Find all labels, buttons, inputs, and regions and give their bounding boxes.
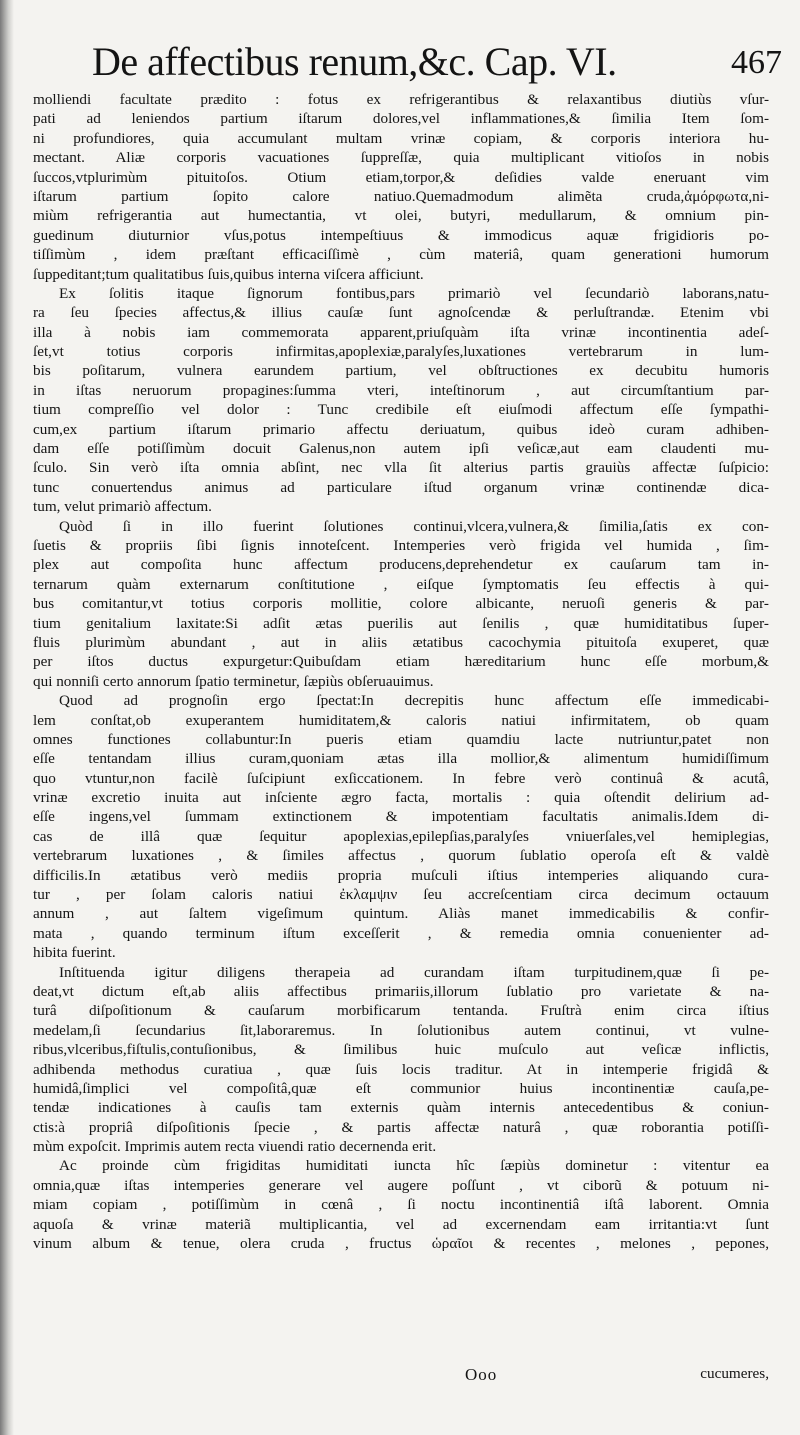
text-line: ni profundiores, quia accumulant multam vrinæ copiam, & corporis interiora hu- [33,129,769,147]
signature-mark: Ooo [465,1365,498,1384]
text-line: vrinæ excretio inuita aut inſciente ægro facta, mortalis : quia oſtendit delirium ad- [33,789,769,807]
text-line: Quod ad prognoſin ergo ſpectat:In decrepitis hunc affectum eſſe immedicabi- [59,692,769,710]
text-line: cas de illâ quæ ſequitur apoplexias,epilepſias,paralyſes vniuerſales,vel hemiplegias, [33,827,769,845]
text-line: tur , per ſolam caloris natiui ἐκλαμψιν ſeu accreſcentiam circa decimum octauum [33,886,769,904]
text-line: mectant. Aliæ corporis vacuationes ſuppreſſæ, quia multiplicant vitioſos in nobis [33,149,769,167]
text-line: ſet,vt totius corporis infirmitas,apoplexiæ,paralyſes,luxationes vertebrarum in lum- [33,343,769,361]
text-line: lem conſtat,ob exuperantem humiditatem,& caloris natiui infirmitatem, ob quam [33,711,769,729]
text-line: tendæ indicationes à cauſis tam externis quàm internis antecedentibus & coniun- [33,1099,769,1117]
text-line: pati ad leniendos partium iſtarum dolores,vel inflammationes,& ſimilia Item ſom- [33,110,769,128]
text-line: medelam,ſi ſecundarius ſit,laboraremus. In ſolutionibus autem continui, vt vulne- [33,1021,769,1039]
text-line: ra ſeu ſpecies affectus,& illius cauſæ ſunt agnoſcendæ & perluſtrandæ. Etenim vbi [33,304,769,322]
text-line: per iſtos ductus expurgetur:Quibuſdam etiam hæreditarium hunc eſſe morbum,& [33,653,769,671]
text-line: fluis plurimùm abundant , aut in aliis ætatibus cacochymia pituitoſa exuperet, quæ [33,633,769,651]
binding-gutter-shadow [0,0,14,1435]
running-header [92,38,782,88]
text-line: miam copiam , potiſſimùm in cœnâ , ſi noctu incontinentiâ iſtâ laborent. Omnia [33,1196,769,1214]
text-line: guedinum diuturnior vſus,potus intempeſtiuus & immodicus aquæ frigidioris po- [33,226,769,244]
text-line: ſuppeditant;tum qualitatibus ſuis,quibus interna viſcera afficiunt. [33,265,424,283]
text-line: difficilis.In ætatibus verò mediis propria muſculi iſtius intemperies aliquando cura- [33,866,769,884]
text-line: deat,vt dictum eſt,ab aliis affectibus primariis,illorum ſublatio pro varietate & na- [33,982,769,1000]
text-line: in iſtas neruorum propagines:ſumma vteri, inteſtinorum , aut circumſtantium par- [33,381,769,399]
text-line: qui nonniſi certo annorum ſpatio terminetur, ſæpiùs obſeruauimus. [33,672,434,690]
text-line: bis poſitarum, vulnera earundem partium, vel obſtructiones ex decubitu humoris [33,362,769,380]
text-line: tum, velut primariò affectum. [33,498,212,516]
text-line: ſculo. Sin verò iſta omnia abſint, nec vlla ſit alterius partis grauiùs affectæ ſuſpicio: [33,459,769,477]
text-line: Inſtituenda igitur diligens therapeia ad curandam iſtam turpitudinem,quæ ſi pe- [59,963,769,981]
paragraph [33,963,769,1157]
text-line: ſuetis & propriis ſibi ſignis innoteſcent. Intemperies verò frigida vel humida , ſim- [33,536,769,554]
text-line: adhibenda methodus curatiua , quæ ſuis locis traditur. At in intemperie frigidâ & [33,1060,769,1078]
paragraph [33,90,769,284]
paragraph [33,691,769,962]
paragraph [33,1156,769,1253]
text-line: omnia,quæ iſtas intemperies generare vel augere poſſunt , vt ciborũ & potuum ni- [33,1176,769,1194]
text-line: annum , aut ſaltem vigeſimum quintum. Aliàs manet immedicabilis & confir- [33,905,769,923]
page-footer [33,1365,769,1387]
text-line: Ac proinde cùm frigiditas humiditati iuncta hîc ſæpiùs dominetur : vitentur ea [59,1157,769,1175]
text-line: turâ diſpoſitionum & cauſarum morbificarum tentanda. Fruſtrà enim circa iſtius [33,1002,769,1020]
text-line: eſſe ingens,vel ſummam extinctionem & impotentiam facultatis animalis.Idem di- [33,808,769,826]
text-line: Ex ſolitis itaque ſignorum fontibus,pars primariò vel ſecundariò laborans,natu- [59,284,769,302]
text-line: plex aut compoſita hunc affectum producens,deprehendetur ex cauſarum tam in- [33,556,769,574]
text-line: iſtarum partium ſopito calore natiuo.Quemadmodum alimẽta cruda,ἀμόρφωτα,ni- [33,187,769,205]
text-line: mùm expoſcit. Imprimis autem recta viuendi ratio decernenda erit. [33,1138,437,1156]
text-line: ternarum quàm externarum conſtitutione , eiſque ſymptomatis ſeu effectis à qui- [33,575,769,593]
text-line: hibita fuerint. [33,944,116,962]
text-line: cum,ex partium iſtarum primario affectu deriuatum, quibus ideò curam adhiben- [33,420,769,438]
catchword: cucumeres, [700,1365,769,1382]
text-line: ribus,vlceribus,fiſtulis,contuſionibus, & ſimilibus huic muſculo aut veſicæ inflictis, [33,1041,769,1059]
text-line: mata , quando terminum iſtum exceſſerit , & remedia omnia conuenienter ad- [33,924,769,942]
text-line: humidâ,ſimplici vel compoſitâ,quæ eſt communior huius incontinentiæ cauſa,pe- [33,1079,769,1097]
text-line: vinum album & tenue, olera cruda , fructus ὡραῖοι & recentes , melones , pepones, [33,1235,769,1253]
text-line: Quòd ſi in illo fuerint ſolutiones continui,vlcera,vulnera,& ſimilia,ſatis ex con- [59,517,769,535]
text-body [33,90,769,1253]
text-line: molliendi facultate prædito : fotus ex refrigerantibus & relaxantibus diutiùs vſur- [33,91,769,108]
text-line: bus comitantur,vt totius corporis mollitie, colore albicante, neruoſi generis & par- [33,595,769,613]
text-line: illa à nobis iam commemorata apparent,priuſquàm iſta vrinæ incontinentia adeſ- [33,323,769,341]
text-line: quo vtuntur,non facilè ſuſcipiunt exſiccationem. In febre verò continuâ & acutâ, [33,769,769,787]
paragraph [33,517,769,692]
text-line: ctis:à propriâ diſpoſitionis ſpecie , & partis affectæ naturâ , quæ roborantia potiſſi- [33,1118,769,1136]
text-line: aquoſa & vrinæ materiã multiplicantia, vel ad excernendam eam irritantia:vt ſunt [33,1215,769,1233]
text-line: tium genitalium laxitate:Si adſit ætas puerilis aut ſenilis , quæ humiditatibus ſuper- [33,614,769,632]
text-line: omnes functiones collabuntur:In pueris etiam quamdiu lacte nutriuntur,patet non [33,730,769,748]
text-line: tunc conuertendus animus ad particulare iſtud organum vrinæ continendæ dica- [33,478,769,496]
text-line: tium compreſſio vel dolor : Tunc credibile eſt eiuſmodi affectum eſſe ſympathi- [33,401,769,419]
text-line: vertebrarum luxationes , & ſimiles affectus , quorum ſublatio operoſa eſt & valdè [33,847,769,865]
paragraph [33,284,769,517]
text-line: eſſe tentandam illius curam,quoniam ætas illa mollior,& alimentum humidiſſimum [33,750,769,768]
text-line: tiſſimùm , idem præſtant efficaciſſimè , cùm materiâ, quam generationi humorum [33,246,769,264]
running-title: De affectibus renum,&c. Cap. VI. [92,39,617,84]
text-line: dam eſſe potiſſimùm docuit Galenus,non autem ipſi veſicæ,aut eam claudenti mu- [33,440,769,458]
page-number: 467 [731,44,782,81]
text-line: ſuccos,vtplurimùm pituitoſos. Otium etiam,torpor,& deſidies valde eneruant vim [33,168,769,186]
text-line: miùm refrigerantia aut humectantia, vt olei, butyri, medullarum, & omnium pin- [33,207,769,225]
